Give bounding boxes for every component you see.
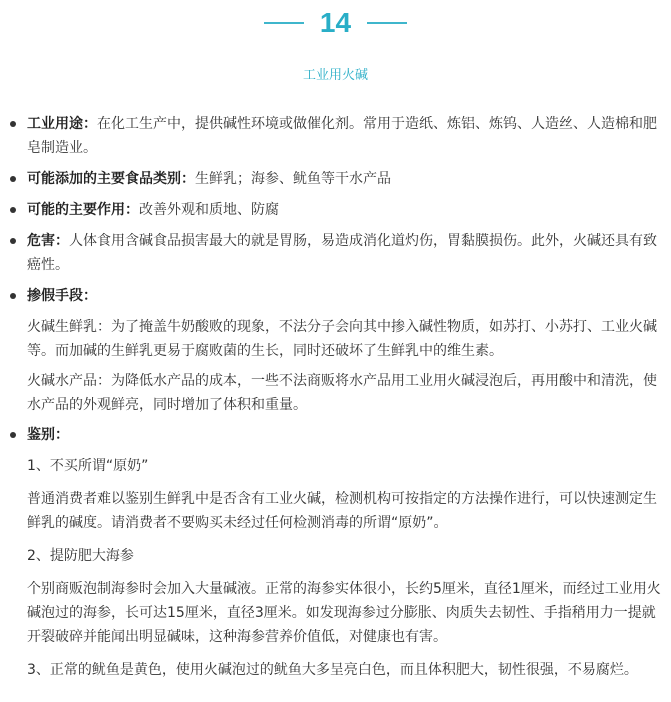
paragraph-identification-heading-1: 1、不买所谓“原奶” [27, 458, 149, 474]
item-text: 人体食用含碱食品损害最大的就是胃肠，易造成消化道灼伤，胃黏膜损伤。此外，火碱还具有致癌性。 [27, 233, 657, 273]
bullet-dot [10, 176, 16, 182]
item-identification [0, 423, 664, 447]
bullet-dot [10, 121, 16, 127]
item-text: 在化工生产中，提供碱性环境或做催化剂。常用于造纸、炼铝、炼钨、人造丝、人造棉和肥皂制造业。 [27, 116, 657, 156]
item-industrial-use [0, 112, 664, 160]
item-label: 危害： [27, 233, 69, 249]
bullet-dot [10, 432, 16, 438]
section-number-header [0, 6, 671, 40]
item-label: 可能添加的主要食品类别： [27, 171, 195, 187]
bullet-dot [10, 293, 16, 299]
paragraph-identification-3: 3、正常的鱿鱼是黄色，使用火碱泡过的鱿鱼大多呈亮白色，而且体积肥大，韧性很强，不易腐烂。 [27, 662, 638, 678]
item-main-effect [0, 198, 664, 222]
item-text: 改善外观和质地、防腐 [139, 202, 279, 218]
item-text: 生鲜乳；海参、鱿鱼等干水产品 [195, 171, 391, 187]
item-hazard [0, 229, 664, 277]
paragraph-identification-text-1: 普通消费者难以鉴别生鲜乳中是否含有工业火碱，检测机构可按指定的方法操作进行，可以快速测定生鲜乳的碱度。请消费者不要购买未经过任何检测消毒的所谓“原奶”。 [27, 491, 657, 531]
item-label: 掺假手段： [27, 288, 97, 304]
item-label: 鉴别： [27, 427, 69, 443]
bullet-dot [10, 238, 16, 244]
paragraph-identification-text-2: 个别商贩泡制海参时会加入大量碱液。正常的海参实体很小，长约5厘米，直径1厘米，而经过工业用火碱泡过的海参，长可达15厘米，直径3厘米。如发现海参过分膨胀、肉质失去韧性、手指稍用力一提就开裂破碎并能闻出明显碱味，这种海参营养价值低，对健康也有害。 [27, 581, 661, 645]
section-title: 工业用火碱 [302, 68, 368, 83]
item-label: 工业用途： [27, 116, 97, 132]
article-body [0, 112, 664, 691]
paragraph-identification-heading-2: 2、提防肥大海参 [27, 548, 134, 564]
item-adulteration [0, 284, 664, 308]
paragraph-adulteration-milk: 火碱生鲜乳：为了掩盖牛奶酸败的现象，不法分子会向其中掺入碱性物质，如苏打、小苏打、工业火碱等。而加碱的生鲜乳更易于腐败菌的生长，同时还破坏了生鲜乳中的维生素。 [27, 319, 657, 359]
item-label: 可能的主要作用： [27, 202, 139, 218]
divider-left [264, 22, 304, 24]
divider-right [367, 22, 407, 24]
paragraph-adulteration-seafood: 火碱水产品：为降低水产品的成本，一些不法商贩将水产品用工业用火碱浸泡后，再用酸中和清洗，使水产品的外观鲜亮，同时增加了体积和重量。 [27, 373, 657, 413]
bullet-dot [10, 207, 16, 213]
item-food-categories [0, 167, 664, 191]
section-number: 14 [319, 7, 352, 38]
